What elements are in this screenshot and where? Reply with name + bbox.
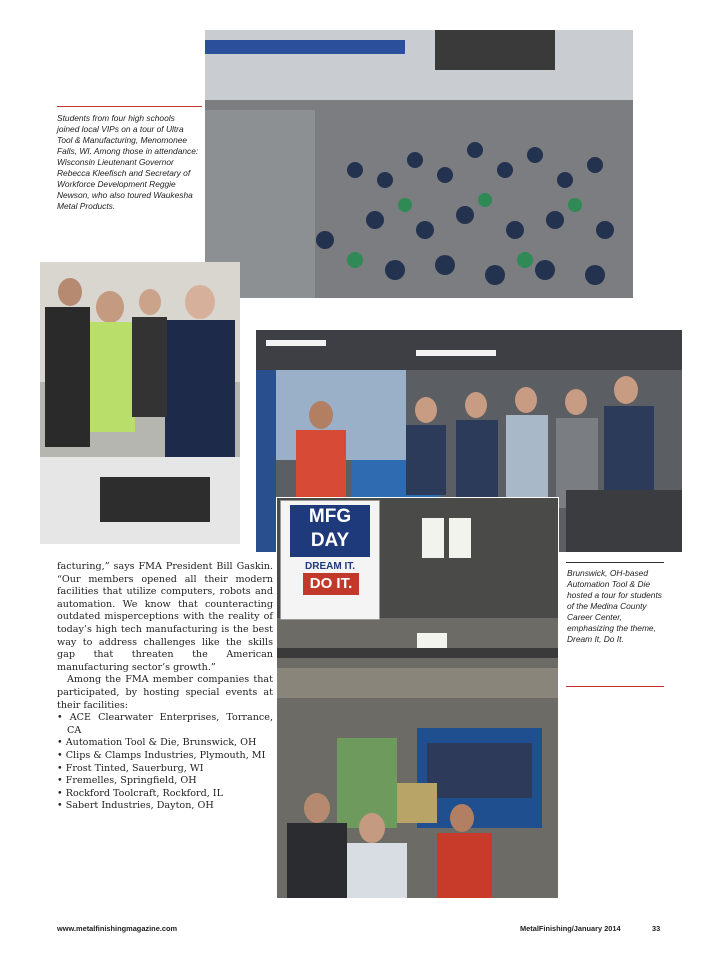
caption-top-text: Students from four high schools joined local VIPs on a tour of Ultra Tool & Manufacturing, Menomonee Falls, WI. Among those in attendance: Wisconsin Lieutenant Governor Rebecca Kleefisch and Secretary of Workforce Development Reggie Newson, who also toured Waukesha Metal Products. [57, 113, 199, 211]
list-item: • Fremelles, Springfield, OH [57, 775, 273, 788]
caption-right-rule-top [566, 562, 664, 563]
sign-line-mfg: MFG [308, 506, 352, 527]
page-number: 33 [652, 924, 661, 933]
photo-vips [40, 262, 240, 544]
caption-right [567, 568, 663, 645]
mfg-day-sign [280, 500, 380, 620]
footer-url: www.metalfinishingmagazine.com [57, 924, 178, 933]
caption-top-rule [57, 106, 202, 107]
sign-mfg-day [290, 505, 370, 557]
list-item: • Clips & Clamps Industries, Plymouth, MI [57, 750, 273, 763]
list-item: • Rockford Toolcraft, Rockford, IL [57, 788, 273, 801]
caption-top [57, 113, 199, 212]
caption-right-text: Brunswick, OH-based Automation Tool & Die hosted a tour for students of the Medina County Career Center, emphasizing the theme, Dream It, Do It. [567, 568, 662, 644]
article-body [57, 561, 273, 813]
list-item: • Frost Tinted, Sauerburg, WI [57, 763, 273, 776]
list-item: • Sabert Industries, Dayton, OH [57, 800, 273, 813]
footer-issue: MetalFinishing/January 2014 [520, 924, 621, 933]
caption-right-rule-bottom [566, 686, 664, 687]
article-paragraph: Among the FMA member companies that participated, by hosting special events at their facilities: [57, 674, 273, 711]
article-paragraph: facturing,” says FMA President Bill Gaskin. “Our members opened all their modern facilities that utilize computers, robots and automation. We know that counteracting outdated misperceptions with the reality of today’s high tech manufacturing is the best way to address challenges like the skills gap that threaten the American manufacturing sector’s growth.” [57, 561, 273, 673]
sign-do-it: DO IT. [303, 573, 359, 595]
sign-line-day: DAY [310, 530, 350, 551]
list-item: • Automation Tool & Die, Brunswick, OH [57, 737, 273, 750]
photo-factory-crowd [205, 30, 633, 298]
list-item: • ACE Clearwater Enterprises, Torrance, CA [57, 712, 273, 737]
sign-dream-it: DREAM IT. [305, 561, 355, 572]
